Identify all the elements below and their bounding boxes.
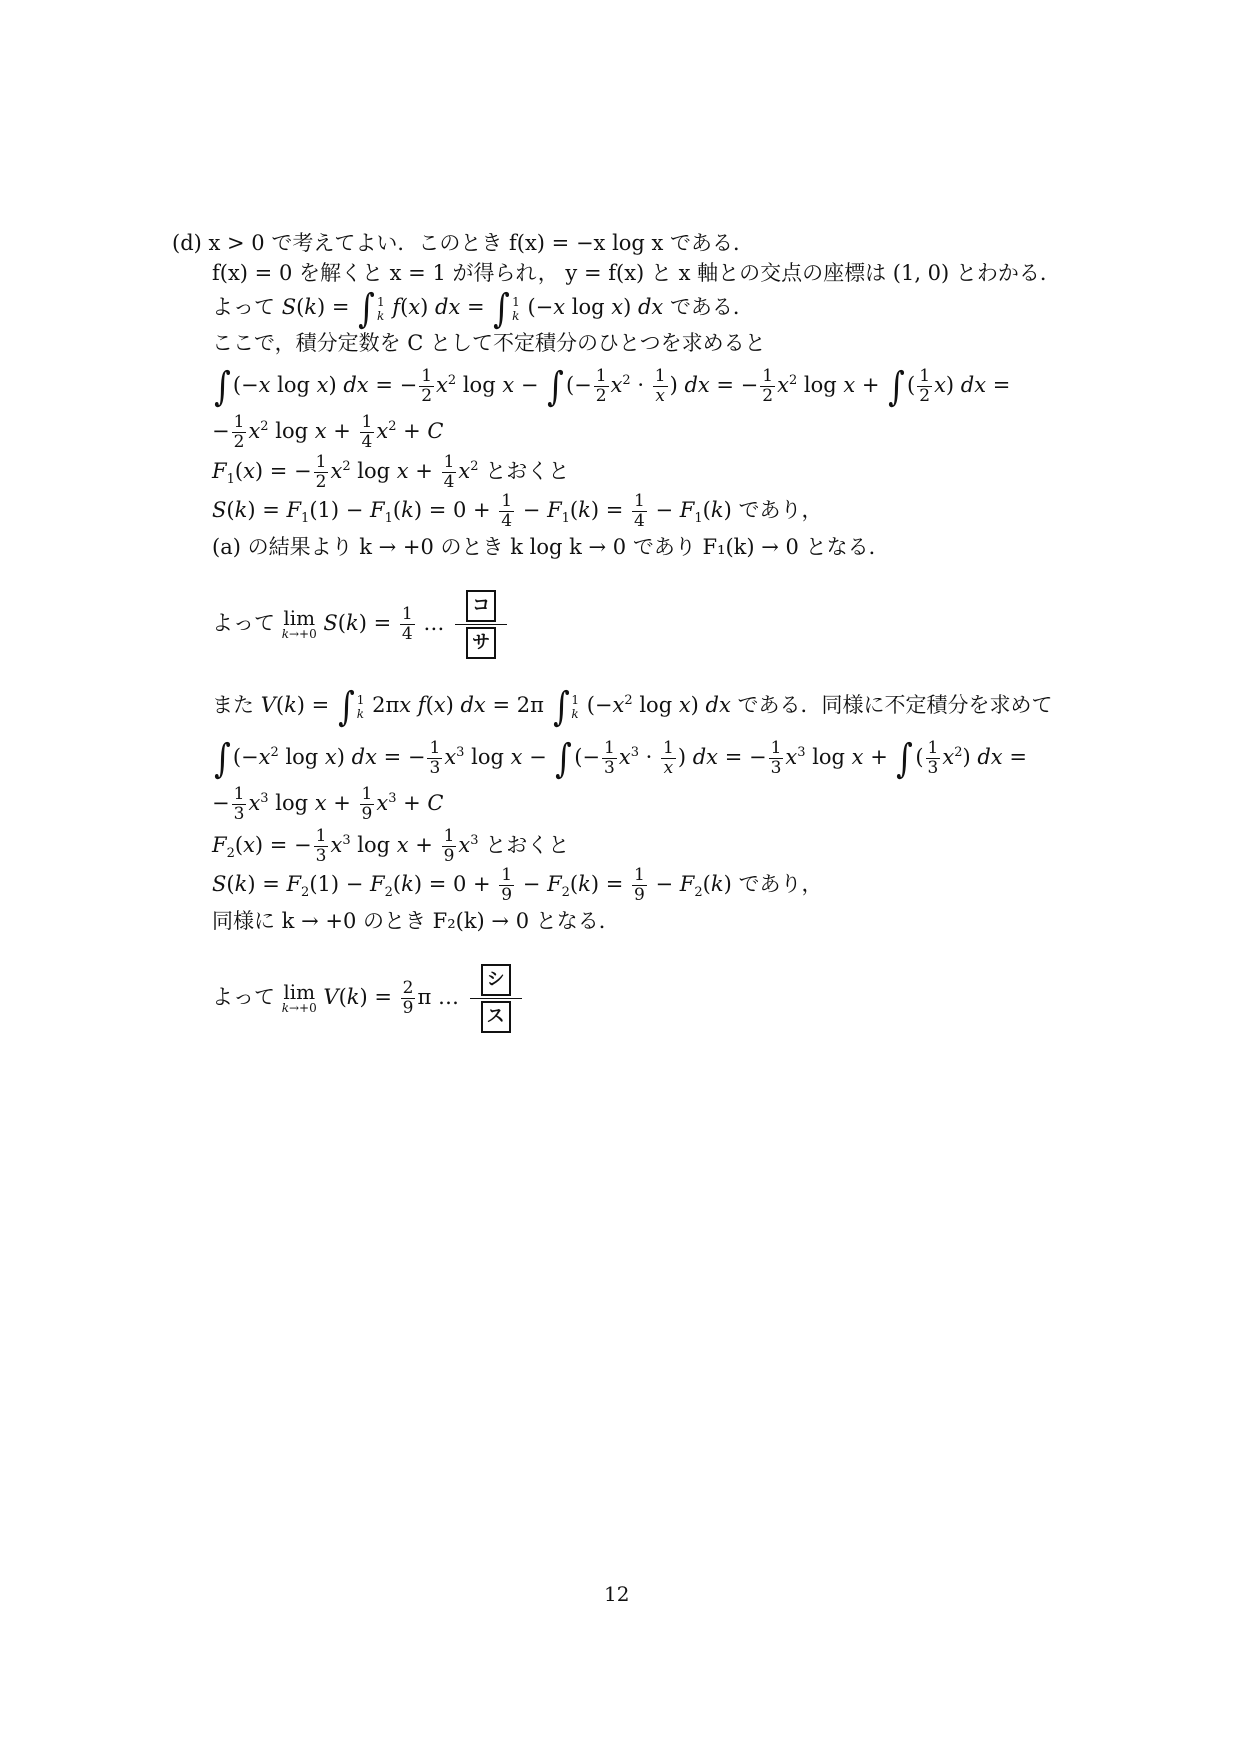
line-9: (a) の結果より k → +0 のとき k log k → 0 であり F₁(k) → 0 となる．	[212, 535, 890, 559]
line-4: ここで，積分定数を C として不定積分のひとつを求めると	[212, 331, 766, 355]
deari-text-2: であり，	[738, 872, 823, 896]
dearu-text-1: である．	[669, 295, 754, 319]
yotte-text-3: よって	[212, 985, 275, 1009]
line-15: 同様に k → +0 のとき F₂(k) → 0 となる．	[212, 909, 620, 933]
answer-box-ko[interactable]: コ	[466, 590, 496, 622]
page-number: 12	[604, 1582, 630, 1606]
answer-box-sa[interactable]: サ	[466, 627, 496, 659]
line-7: $F_1(x)$ = − $\frac{1}{2}$ $x^2$ log x + $\frac{1}{4}$ $x^2$ とおくと	[212, 452, 570, 492]
okuto-text-2: とおくと	[485, 833, 570, 857]
douyou-text: である．同様に不定積分を求めて	[737, 693, 1053, 717]
line-12: $\int(-x^2$ log x) dx = − $\frac{1}{3}$ $x^3$ log x − ∫(− $\frac{1}{3}$ $x^3$ · $\frac{1}{x}$ ) dx = − $\frac{1}{3}$ $x^3$ log x + ∫( $\frac{1}{3}$ $x^2$) dx =	[214, 735, 1027, 782]
line-8: $S(k) = F_1(1) - F_1(k) = 0$ + $\frac{1}{4}$ − $F_1(k)$ = $\frac{1}{4}$ − $F_1(k)$ であり，	[212, 491, 823, 531]
line-14: $F_2(x)$ = − $\frac{1}{3}$ $x^3$ log x + $\frac{1}{9}$ $x^3$ とおくと	[212, 826, 570, 866]
line-16: よって lim k→+0 V(k) = $\frac{2}{9}$ π … シ ス	[212, 962, 522, 1035]
line-14b: $S(k) = F_2(1) - F_2(k) = 0$ + $\frac{1}{9}$ − $F_2(k)$ = $\frac{1}{9}$ − $F_2(k)$ であり，	[212, 865, 823, 905]
line-6: − $\frac{1}{2}$ $x^2$ log x + $\frac{1}{4}$ $x^2 + C$	[212, 412, 444, 452]
line-3: よって S(k) = ∫ 1 k f(x) dx = ∫ 1 k (−x log x) dx である．	[212, 285, 754, 332]
yotte-text-2: よって	[212, 611, 275, 635]
answer-fraction-shi-su	[470, 962, 522, 1035]
answer-box-shi[interactable]: シ	[481, 964, 511, 996]
mata-text: また	[212, 693, 254, 717]
line-5: ∫(−x log x) dx = − $\frac{1}{2}$ $x^2$ log x − ∫(− $\frac{1}{2}$ $x^2$ · $\frac{1}{x}$ ) dx = − $\frac{1}{2}$ $x^2$ log x + ∫( $\frac{1}{2}$ x) dx =	[214, 363, 1011, 410]
line-13: − $\frac{1}{3}$ $x^3$ log x + $\frac{1}{9}$ $x^3 + C$	[212, 784, 444, 824]
line-1: (d) x > 0 で考えてよい．このとき f(x) = −x log x である．	[172, 231, 755, 255]
line-11: また V(k) = ∫ 1 k 2πx f(x) dx = 2π ∫ 1 k ($-x^2$ log x) dx である．同様に不定積分を求めて	[212, 683, 1053, 730]
answer-fraction-ko-sa	[455, 588, 507, 661]
line-10: よって lim k→+0 S(k) = $\frac{1}{4}$ … コ サ	[212, 588, 507, 661]
deari-text-1: であり，	[738, 498, 823, 522]
okuto-text-1: とおくと	[485, 459, 570, 483]
yotte-text: よって	[212, 295, 275, 319]
answer-box-su[interactable]: ス	[481, 1001, 511, 1033]
line-2: f(x) = 0 を解くと x = 1 が得られ， y = f(x) と x 軸との交点の座標は (1, 0) とわかる．	[212, 261, 1061, 285]
